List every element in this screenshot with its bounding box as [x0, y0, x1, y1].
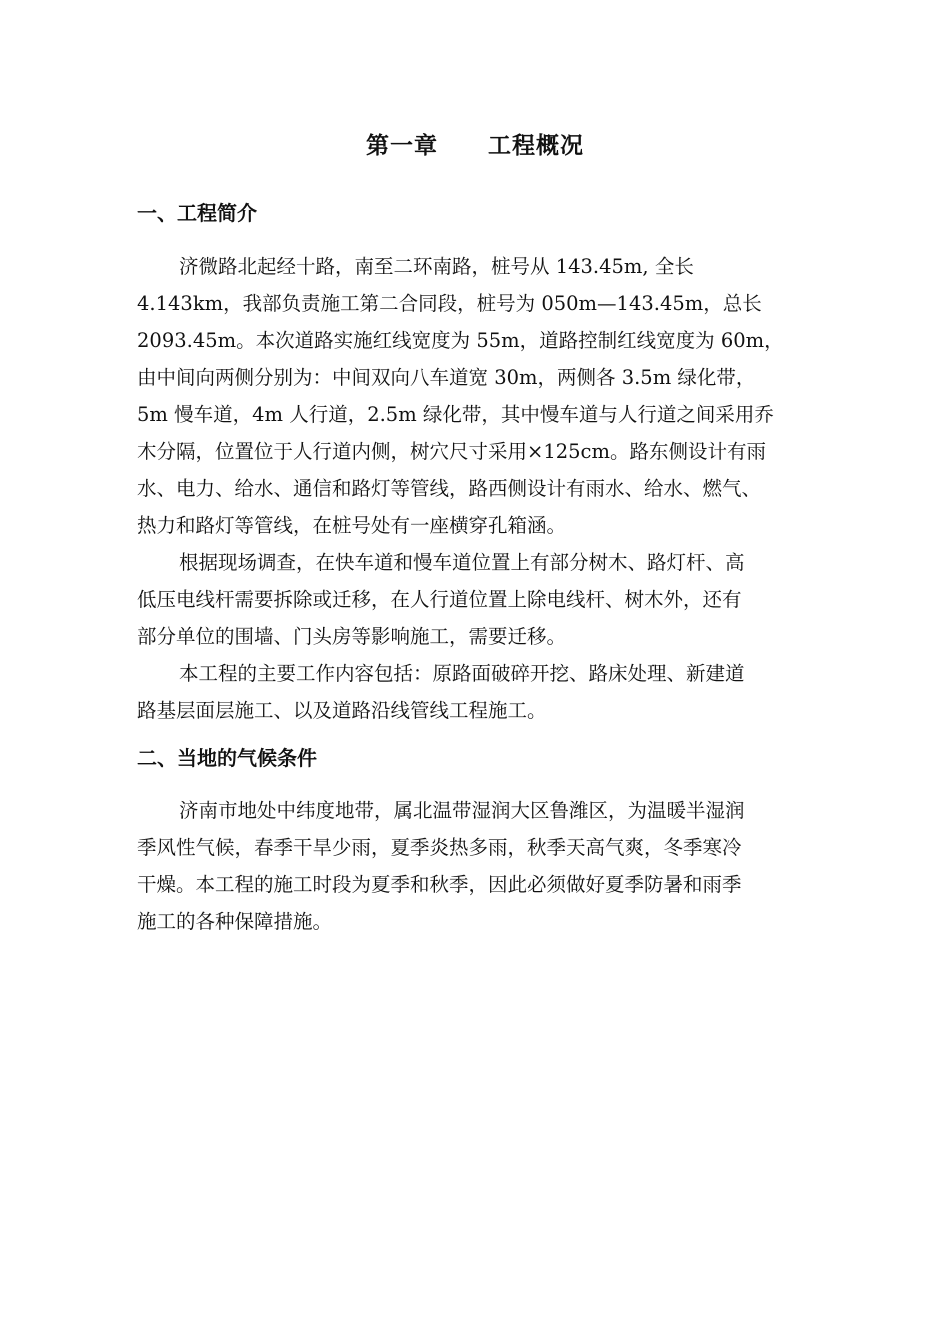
section-body-climate: [137, 792, 847, 940]
paragraph-line: 本工程的主要工作内容包括：原路面破碎开挖、路床处理、新建道: [179, 662, 745, 685]
paragraph-line: 部分单位的围墙、门头房等影响施工，需要迁移。: [137, 625, 567, 648]
chapter-name: 工程概况: [488, 133, 584, 159]
section-body-project-intro: [137, 248, 847, 729]
section-heading-project-intro: 一、工程简介: [137, 201, 257, 225]
paragraph-line: 水、电力、给水、通信和路灯等管线，路西侧设计有雨水、给水、燃气、: [137, 477, 762, 500]
paragraph-line: 4.143km，我部负责施工第二合同段，桩号为 050m—143.45m，总长: [137, 292, 762, 315]
paragraph-line: 5m 慢车道，4m 人行道，2.5m 绿化带，其中慢车道与人行道之间采用乔: [137, 403, 774, 426]
paragraph-line: 施工的各种保障措施。: [137, 910, 333, 933]
section-heading-climate: 二、当地的气候条件: [137, 746, 317, 770]
paragraph-line: 季风性气候，春季干旱少雨，夏季炎热多雨，秋季天高气爽，冬季寒冷: [137, 836, 742, 859]
paragraph-line: 济南市地处中纬度地带，属北温带湿润大区鲁潍区，为温暖半湿润: [179, 799, 745, 822]
paragraph-line: 济微路北起经十路，南至二环南路，桩号从 143.45m, 全长: [179, 255, 694, 278]
paragraph-line: 木分隔，位置位于人行道内侧，树穴尺寸采用×125cm。路东侧设计有雨: [137, 440, 766, 463]
paragraph-line: 干燥。本工程的施工时段为夏季和秋季，因此必须做好夏季防暑和雨季: [137, 873, 742, 896]
chapter-number: 第一章: [366, 133, 438, 159]
paragraph-line: 路基层面层施工、以及道路沿线管线工程施工。: [137, 699, 547, 722]
paragraph-line: 热力和路灯等管线，在桩号处有一座横穿孔箱涵。: [137, 514, 567, 537]
paragraph-line: 根据现场调查，在快车道和慢车道位置上有部分树木、路灯杆、高: [179, 551, 745, 574]
paragraph-line: 由中间向两侧分别为：中间双向八车道宽 30m，两侧各 3.5m 绿化带，: [137, 366, 756, 389]
paragraph-line: 2093.45m。本次道路实施红线宽度为 55m，道路控制红线宽度为 60m，: [137, 329, 784, 352]
chapter-title: [0, 128, 950, 164]
paragraph-line: 低压电线杆需要拆除或迁移，在人行道位置上除电线杆、树木外，还有: [137, 588, 742, 611]
